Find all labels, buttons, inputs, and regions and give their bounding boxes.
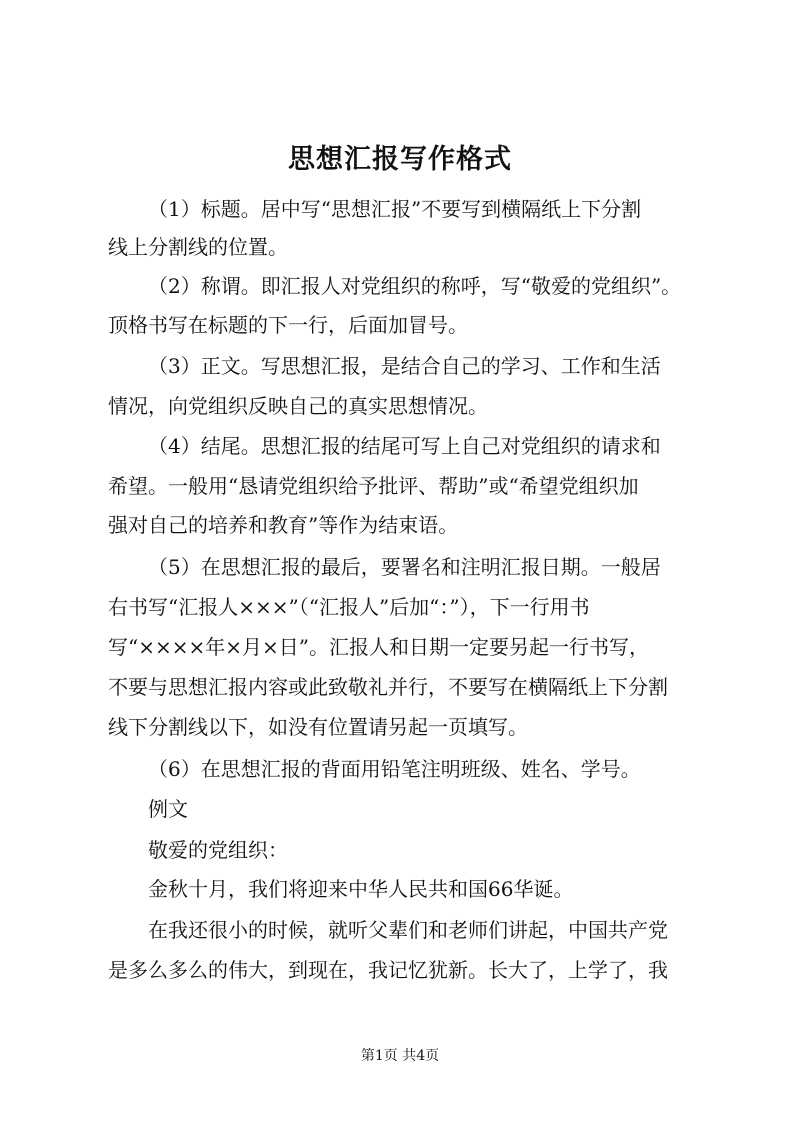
paragraph-line: 金秋十月，我们将迎来中华人民共和国66华诞。	[148, 877, 574, 901]
paragraph-line: （4）结尾。思想汇报的结尾可写上自己对党组织的请求和	[148, 434, 661, 458]
paragraph-line: 写“××××年×月×日”。汇报人和日期一定要另起一行书写，	[108, 635, 649, 659]
paragraph-line: （1）标题。居中写“思想汇报”不要写到横隔纸上下分割	[148, 197, 642, 221]
page-title: 思想汇报写作格式	[288, 144, 512, 175]
paragraph-line: 线上分割线的位置。	[108, 235, 288, 259]
paragraph-line: 右书写“汇报人×××”（“汇报人”后加“：”），下一行用书	[108, 595, 590, 619]
paragraph-line: 线下分割线以下，如没有位置请另起一页填写。	[108, 715, 528, 739]
paragraph-line: 是多么多么的伟大，到现在，我记忆犹新。长大了，上学了，我	[108, 958, 668, 982]
paragraph-line: 敬爱的党组织：	[148, 838, 288, 862]
paragraph-line: （5）在思想汇报的最后，要署名和注明汇报日期。一般居	[148, 555, 661, 579]
paragraph-line: （3）正文。写思想汇报，是结合自己的学习、工作和生活	[148, 354, 661, 378]
paragraph-line: 强对自己的培养和教育”等作为结束语。	[108, 513, 459, 537]
paragraph-line: 情况，向党组织反映自己的真实思想情况。	[108, 394, 488, 418]
paragraph-line: 顶格书写在标题的下一行，后面加冒号。	[108, 313, 468, 337]
paragraph-line: 在我还很小的时候，就听父辈们和老师们讲起，中国共产党	[148, 918, 668, 942]
paragraph-line: 不要与思想汇报内容或此致敬礼并行，不要写在横隔纸上下分割	[108, 675, 668, 699]
page-number: 第1页 共4页	[360, 1048, 440, 1064]
paragraph-line: （2）称谓。即汇报人对党组织的称呼，写“敬爱的党组织”。	[148, 274, 682, 298]
paragraph-line: （6）在思想汇报的背面用铅笔注明班级、姓名、学号。	[148, 757, 641, 781]
paragraph-line: 希望。一般用“恳请党组织给予批评、帮助”或“希望党组织加	[108, 474, 639, 498]
paragraph-line: 例文	[148, 797, 188, 821]
